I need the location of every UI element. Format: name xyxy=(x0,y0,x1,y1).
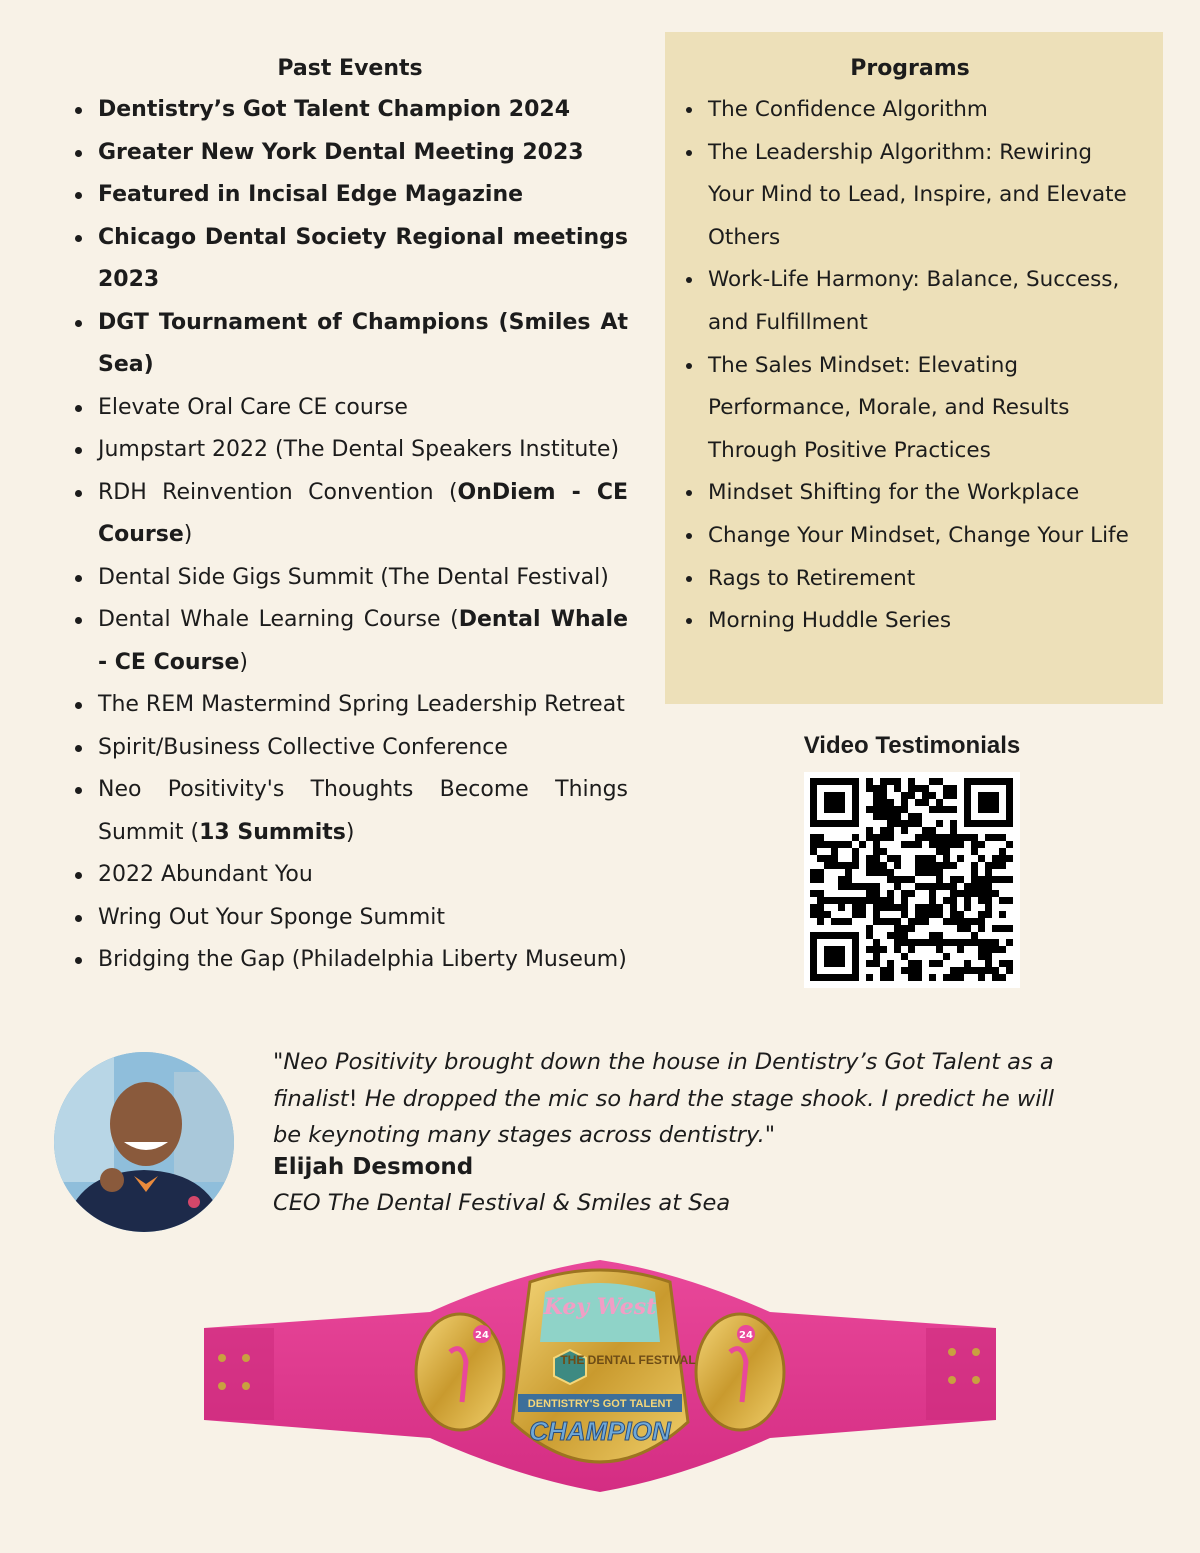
past-event-item xyxy=(72,429,628,472)
past-event-text: Dentistry’s Got Talent Champion 2024 xyxy=(98,97,571,122)
program-item: Mindset Shifting for the Workplace xyxy=(683,472,1137,515)
past-event-text: Chicago Dental Society Regional meetings 2023 xyxy=(98,224,628,292)
past-event-text: ) xyxy=(239,649,249,675)
past-event-text: Wring Out Your Sponge Summit xyxy=(98,904,445,930)
past-event-item xyxy=(72,939,628,982)
past-event-text: Neo Positivity's Thoughts Become Things Summit ( xyxy=(98,777,628,845)
program-item: The Leadership Algorithm: Rewiring Your Mind to Lead, Inspire, and Elevate Others xyxy=(683,132,1137,260)
belt-banner-text: DENTISTRY'S GOT TALENT xyxy=(527,1398,673,1410)
past-event-text: Dental Whale - CE Course xyxy=(98,607,628,675)
past-event-text: Bridging the Gap (Philadelphia Liberty Museum) xyxy=(98,947,627,972)
testimonial-name: Elijah Desmond xyxy=(273,1154,474,1180)
belt-badge-right: 24 xyxy=(739,1330,753,1341)
past-event-text: ) xyxy=(345,819,355,845)
past-events-list xyxy=(72,89,628,982)
program-item: Work-Life Harmony: Balance, Success, and Fulfillment xyxy=(683,259,1137,344)
past-event-text: Dental Whale Learning Course ( xyxy=(98,607,459,632)
past-event-text: 2022 Abundant You xyxy=(98,862,313,887)
belt-bottom-text: CHAMPION xyxy=(529,1416,671,1446)
program-item: The Sales Mindset: Elevating Performance, Morale, and Results Through Positive Practices xyxy=(683,345,1137,473)
program-item: Morning Huddle Series xyxy=(683,600,1137,643)
past-event-item xyxy=(72,854,628,897)
past-event-item xyxy=(72,684,628,727)
past-event-item xyxy=(72,132,628,175)
past-event-item xyxy=(72,769,628,854)
past-events-section xyxy=(72,56,628,982)
past-events-title: Past Events xyxy=(277,56,423,81)
video-testimonials-title: Video Testimonials xyxy=(803,732,1021,759)
testimonial-role: CEO The Dental Festival & Smiles at Sea xyxy=(273,1190,731,1216)
past-event-item xyxy=(72,557,628,600)
past-event-item xyxy=(72,727,628,770)
past-event-text: Dental Side Gigs Summit (The Dental Festival) xyxy=(98,564,609,590)
avatar xyxy=(54,1052,234,1232)
past-event-item xyxy=(72,599,628,684)
past-event-item xyxy=(72,472,628,557)
qr-code[interactable] xyxy=(804,772,1020,988)
past-event-item xyxy=(72,302,628,387)
programs-panel xyxy=(665,32,1163,704)
qr-code-icon xyxy=(804,772,1020,988)
past-event-item xyxy=(72,897,628,940)
past-event-text: Greater New York Dental Meeting 2023 xyxy=(98,139,584,165)
past-event-item xyxy=(72,387,628,430)
past-event-text: DGT Tournament of Champions (Smiles At Sea) xyxy=(98,309,628,377)
past-event-item xyxy=(72,217,628,302)
belt-top-text: Key West xyxy=(543,1294,657,1320)
program-item: Rags to Retirement xyxy=(683,558,1137,601)
belt-badge-left: 24 xyxy=(475,1330,489,1341)
past-event-item xyxy=(72,174,628,217)
past-event-text: ) xyxy=(183,522,193,547)
belt-middle-text: THE DENTAL FESTIVAL xyxy=(560,1353,696,1367)
past-event-text: The REM Mastermind Spring Leadership Retreat xyxy=(98,692,625,717)
past-event-text: OnDiem - CE Course xyxy=(98,479,629,547)
past-event-text: RDH Reinvention Convention ( xyxy=(98,479,458,505)
program-item: The Confidence Algorithm xyxy=(683,89,1137,132)
past-event-text: Elevate Oral Care CE course xyxy=(98,394,408,420)
past-event-text: Spirit/Business Collective Conference xyxy=(98,734,508,760)
champion-belt-image xyxy=(200,1252,1000,1500)
past-event-item xyxy=(72,89,628,132)
past-event-text: 13 Summits xyxy=(199,819,346,845)
testimonial-quote: "Neo Positivity brought down the house in Dentistry’s Got Talent as a finalist! He dropped the mic so hard the stage shook. I predict he will be keynoting many stages across dentistry." xyxy=(273,1049,1055,1148)
past-event-text: Featured in Incisal Edge Magazine xyxy=(98,182,524,207)
past-event-text: Jumpstart 2022 (The Dental Speakers Institute) xyxy=(98,437,620,462)
programs-title: Programs xyxy=(850,56,970,81)
programs-list xyxy=(683,89,1137,643)
program-item: Change Your Mindset, Change Your Life xyxy=(683,515,1137,558)
